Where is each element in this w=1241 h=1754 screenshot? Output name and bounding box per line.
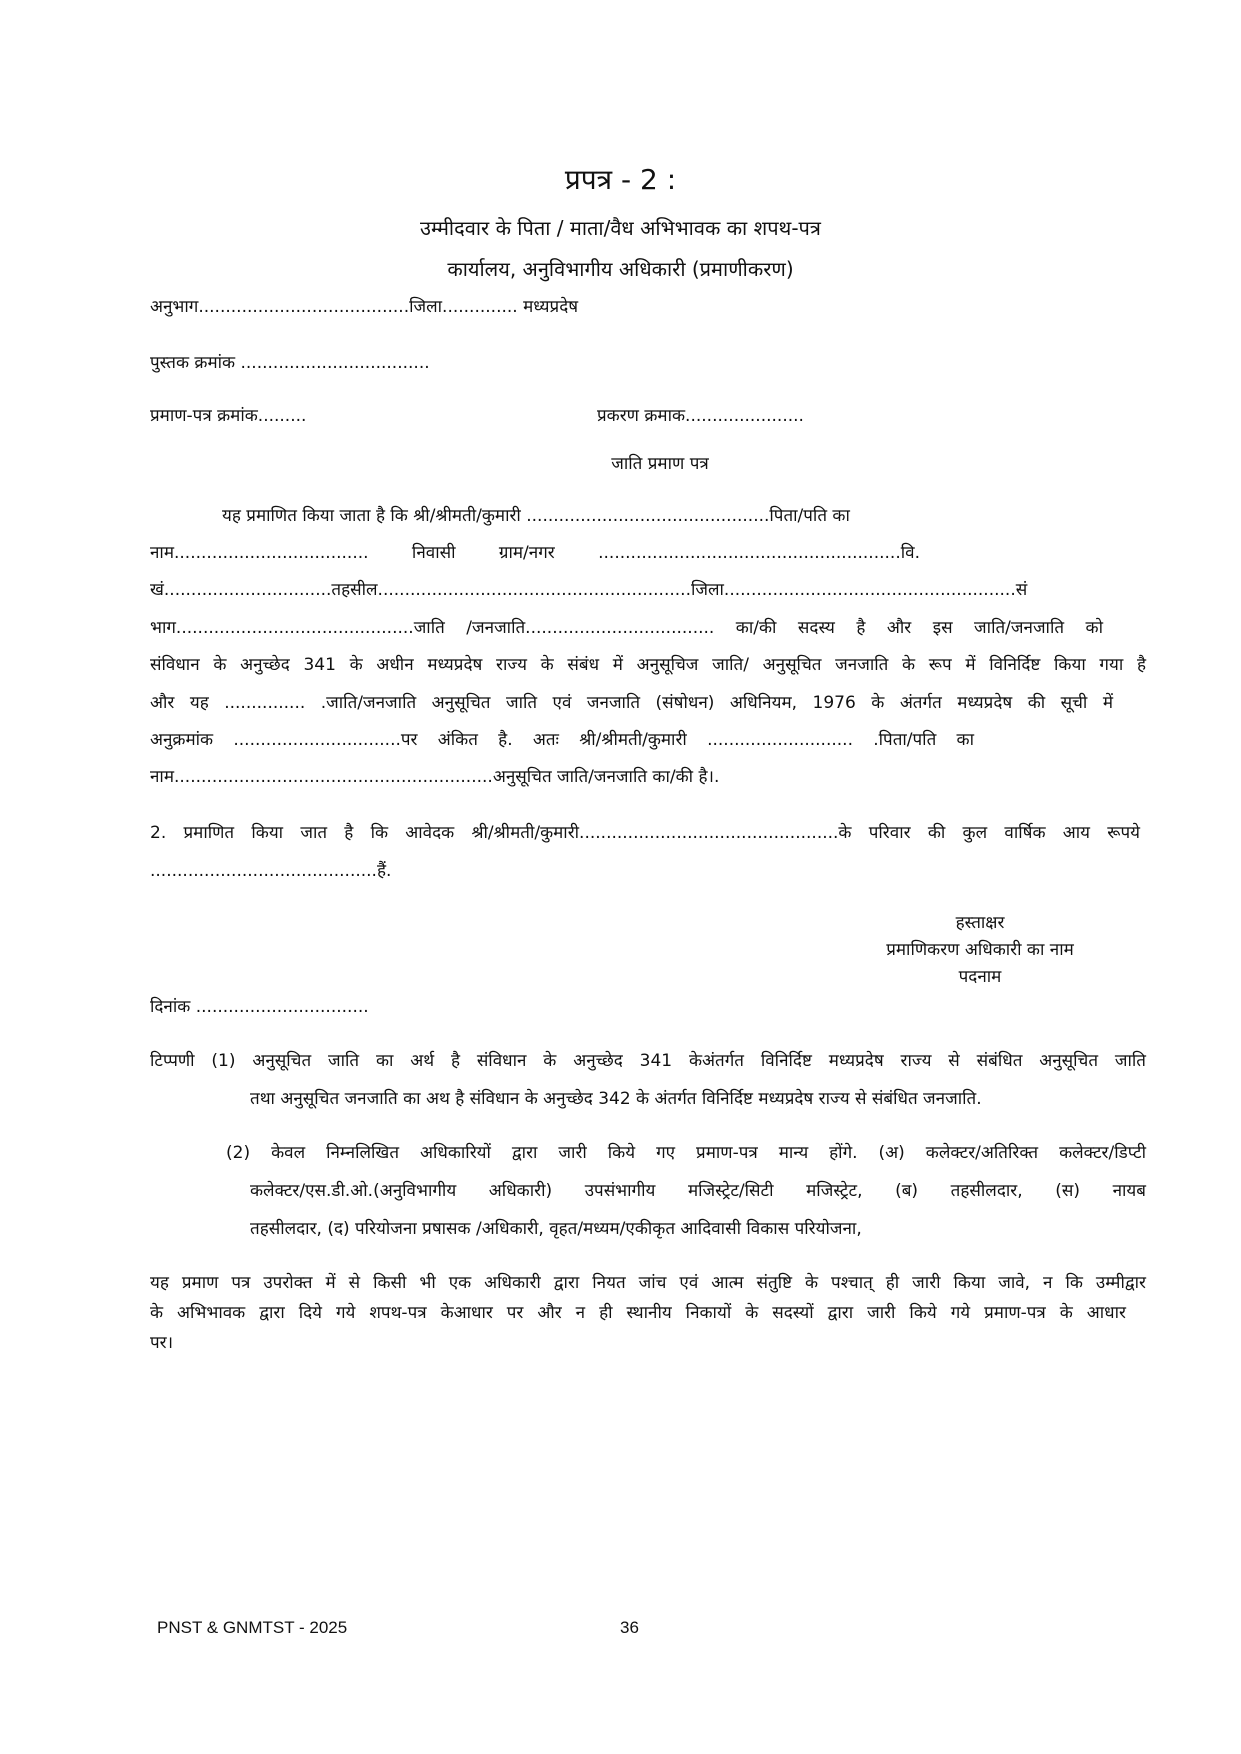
footer-page-number: 36: [620, 1618, 639, 1637]
para1-line-5: संविधान के अनुच्छेद 341 के अधीन मध्यप्रदेष राज्य के संबंध में अनुसूचिज जाति/ अनुसूचित जनजाति के रूप में विनिर्दिष्ट किया गया है: [150, 655, 1146, 675]
field-division-district: अनुभाग.......................................जिला.............. मध्यप्रदेष: [150, 297, 579, 317]
para1-line-3: खं...............................तहसील..........................................................जिला......................................................सं: [150, 580, 1028, 600]
note-2-line-1: (2) केवल निम्नलिखित अधिकारियों द्वारा जारी किये गए प्रमाण-पत्र मान्य होंगे. (अ) कलेक्टर/अतिरिक्त कलेक्टर/डिप्टी: [226, 1143, 1146, 1163]
note-1-line-2: तथा अनुसूचित जनजाति का अथ है संविधान के अनुच्छेद 342 के अंतर्गत विनिर्दिष्ट मध्यप्रदेष राज्य से संबंधित जनजाति.: [250, 1089, 982, 1109]
field-case-number: प्रकरण क्रमाक......................: [597, 406, 804, 426]
para1-line-6: और यह ............... .जाति/जनजाति अनुसूचित जाति एवं जनजाति (संषोधन) अधिनियम, 1976 के अंतर्गत मध्यप्रदेष की सूची में: [150, 693, 1113, 713]
field-book-number: पुस्तक क्रमांक ...................................: [150, 353, 430, 373]
para1-line-2: नाम.................................... निवासी ग्राम/नगर ........................................................वि.: [150, 543, 920, 563]
note-2-line-2: कलेक्टर/एस.डी.ओ.(अनुविभागीय अधिकारी) उपसंभागीय मजिस्ट्रेट/सिटी मजिस्ट्रेट, (ब) तहसीलदार, (स) नायब: [250, 1181, 1146, 1201]
signature-label: हस्ताक्षर: [955, 913, 1005, 933]
signature-designation: पदनाम: [958, 967, 1002, 987]
para1-line-8: नाम...........................................................अनुसूचित जाति/जनजाति का/की है।.: [150, 767, 720, 787]
closing-line-1: यह प्रमाण पत्र उपरोक्त में से किसी भी एक अधिकारी द्वारा नियत जांच एवं आत्म संतुष्टि के पश्चात् ही जारी किया जावे, न कि उम्मीद्वार: [150, 1273, 1146, 1293]
footer-exam-name: PNST & GNMTST - 2025: [157, 1618, 348, 1637]
form-title: प्रपत्र - 2 :: [564, 163, 677, 196]
note-1-line-1: टिप्पणी (1) अनुसूचित जाति का अर्थ है संविधान के अनुच्छेद 341 केअंतर्गत विनिर्दिष्ट मध्यप्रदेष राज्य से संबंधित अनुसूचित जाति: [150, 1051, 1146, 1071]
closing-line-2: के अभिभावक द्वारा दिये गये शपथ-पत्र केआधार पर और न ही स्थानीय निकायों के सदस्यों द्वारा जारी किये गये प्रमाण-पत्र के आधार: [150, 1303, 1126, 1323]
para1-line-1: यह प्रमाणित किया जाता है कि श्री/श्रीमती/कुमारी .............................................पिता/पति का: [222, 506, 850, 526]
closing-line-3: पर।: [150, 1333, 174, 1353]
certificate-title: जाति प्रमाण पत्र: [611, 454, 709, 474]
note-2-line-3: तहसीलदार, (द) परियोजना प्रषासक /अधिकारी, वृहत/मध्यम/एकीकृत आदिवासी विकास परियोजना,: [250, 1219, 862, 1239]
signature-officer-name: प्रमाणिकरण अधिकारी का नाम: [886, 940, 1074, 960]
date-line: दिनांक ................................: [150, 997, 369, 1017]
para2-line-2: ..........................................हैं.: [150, 861, 392, 881]
form-subtitle-office: कार्यालय, अनुविभागीय अधिकारी (प्रमाणीकरण): [447, 257, 794, 281]
field-certificate-number: प्रमाण-पत्र क्रमांक.........: [150, 406, 307, 426]
para1-line-4: भाग............................................जाति /जनजाति................................... का/की सदस्य है और इस जाति/जनजाति को: [150, 618, 1103, 638]
para1-line-7: अनुक्रमांक ...............................पर अंकित है. अतः श्री/श्रीमती/कुमारी ........................... .पिता/पति का: [150, 730, 974, 750]
form-subtitle-affidavit: उम्मीदवार के पिता / माता/वैध अभिभावक का शपथ-पत्र: [420, 216, 821, 240]
para2-line-1: 2. प्रमाणित किया जात है कि आवेदक श्री/श्रीमती/कुमारी................................................के परिवार की कुल वार्षिक आय रूपये: [150, 823, 1140, 843]
